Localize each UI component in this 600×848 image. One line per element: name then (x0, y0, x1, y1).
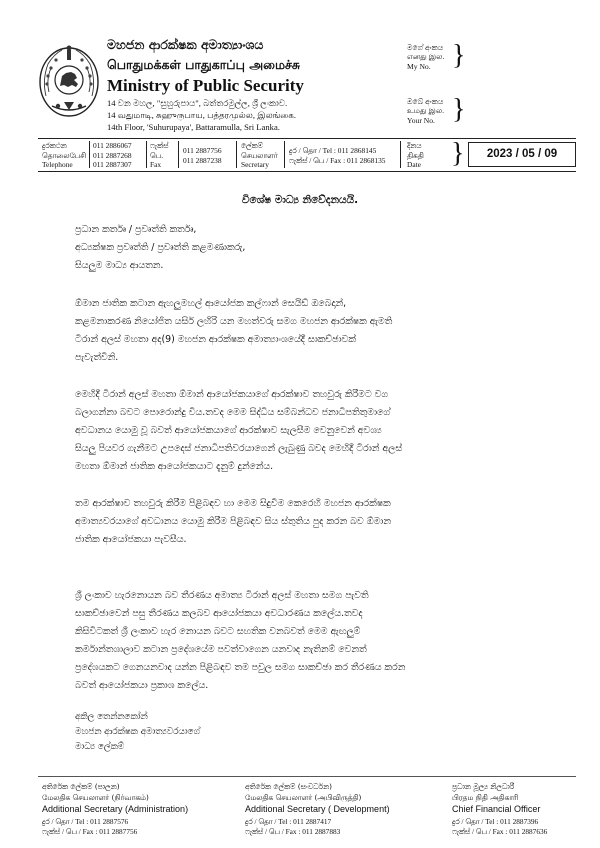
body-line: බවත් ආයෝජකයා ප්‍රකාශ කලේය. (75, 680, 209, 691)
brace-icon: } (452, 40, 466, 71)
body-line: ප්‍රදේශයකට ගෙනයනවාද යන්න පිළිබඳව තම පවුල සමග සාකච්ඡා කර තීරණය කරන (75, 662, 406, 673)
body-line: බලාගන්නා බවට පොරොන්දු විය.තවද මෙම සිද්ධිය සම්බන්ධව ජනාධිපතිතුමාගේ (75, 407, 391, 418)
divider (38, 138, 576, 139)
date-label: දිනය திகதி Date (407, 141, 424, 170)
divider (284, 141, 285, 168)
body-line: පැවැත්විනි. (75, 352, 119, 363)
telephone-numbers: 011 2886067 011 2887268 011 2887307 (93, 141, 132, 170)
ministry-name-sinhala: මහජන ආරක්ෂක අමාත්‍යාංශය (107, 37, 264, 52)
signatory-title: මහජන ආරක්ෂක අමාත්‍යවරයාගේ (75, 727, 200, 737)
body-line: සාකච්ඡාවෙන් පසු තීරණය කලබව ආයෝජකයා අවධාරණය කලේය.තවද (75, 608, 363, 619)
your-number-label: ඔබේ අංකය உமது இல. Your No. (407, 97, 445, 125)
body-line: අවධානය යොමු වූ බවත් ආයෝජකයාගේ ආරක්ෂාව සැලසීම වෙනුවෙන් අවශ්‍ය (75, 425, 382, 436)
address-tamil: 14 வதுமாடி, சுஹுருபாய, பத்தரமுல்ல, இலங்கை. (107, 110, 297, 120)
body-line: අධ්‍යක්ෂක ප්‍රවෘත්ති / ප්‍රවෘත්ති කළමණාකරු, (75, 242, 246, 253)
divider (400, 141, 401, 168)
body-line: අමාත්‍යවරයාගේ අවධානය යොමු කිරීම පිළිබඳව සිය ස්තුතිය පුද කරන බව ඕමාන (75, 516, 391, 527)
brace-icon: } (452, 94, 466, 125)
body-line: තම ආරක්ෂාව තහවුරු කිරීම පිළිබඳව හා මෙම සිදුවීම කෙරෙහි මහජන ආරක්ෂක (75, 498, 391, 509)
fax-numbers: 011 2887756 011 2887238 (183, 146, 222, 165)
body-line: සියලු පියවර ගැනීමට උපදෙස් ජනාධිපතිවරයාගෙන් ලැබුණු බවද මෙහිදී ටිරාන් අලස් (75, 443, 403, 454)
brace-icon: } (451, 138, 465, 169)
ministry-name-english: Ministry of Public Security (107, 76, 304, 95)
fax-label: ෆැක්ස් பெ. Fax (150, 141, 169, 170)
body-line: ශ්‍රී ලංකාව හැරනොයන බව තීරණය අමාත්‍ය ටිරාන් අලස් මහතා සමග පැවති (75, 590, 369, 601)
divider (178, 141, 179, 168)
ministry-name-tamil: பொதுமக்கள் பாதுகாப்பு அமைச்சு (107, 57, 301, 72)
divider (38, 171, 576, 172)
telephone-label: දුරකථන தொலைபேசி Telephone (42, 141, 87, 170)
secretary-contacts: දුර / தொ / Tel : 011 2868145 ෆැක්ස් / பெ / Fax : 011 2868135 (289, 146, 386, 165)
body-line: කර්මාන්තශාලාව කටාන ප්‍රදේශයේම පවත්වාගෙන යනවාද නැතිනම් වෙනත් (75, 644, 367, 655)
body-line: ඕමාන ජාතික කටාන ඇහලුමහල් ආයෝජක කල්ෆාන් සෙයිඩ් ඔබෙදාන්, (75, 298, 347, 309)
body-line: මෙහිදී ටිරාන් අලස් මහතා ඕමාන් ආයෝජකයාගේ ආරක්ෂාව තහවුරු කිරීමට වග (75, 389, 389, 400)
body-line: කිසිවිටකත් ශ්‍රී ලංකාව හැර නොයන බවට සහතික වනබවත් මෙම ඇඟලුම් (75, 626, 361, 637)
page-title: විශේෂ මාධ්‍ය නිවේදනයයි. (241, 194, 359, 206)
footer-admin-contact: අතිරේක ලේකම් (පාලන) மேலதிக செயலாளர் (நிர்வாகம்) Additional Secretary (Administration) දුර / தொ / Tel : 011 2887576 ෆැක්ස් / பெ / Fax : 011 2887756 (42, 782, 189, 837)
body-line: සියලුම මාධ්‍ය ආයතන. (75, 260, 164, 271)
footer-development-contact: අතිරේක ලේකම් (සංවර්ධන) மேலதிக செயலாளர் (அபிவிருத்தி) Additional Secretary ( Development) දුර / தொ / Tel : 011 2887417 ෆැක්ස් / பெ / Fax : 011 2887883 (245, 782, 390, 837)
sri-lanka-emblem-icon (38, 40, 100, 118)
body-line: මහතා ඕමාන් ජාතික ආයෝජකයාට දැනුම් දුන්නේය. (75, 461, 274, 472)
divider (38, 776, 576, 777)
signatory-name: අකිල තෙන්නකෝන් (75, 712, 148, 722)
address-english: 14th Floor, 'Suhurupaya', Battaramulla, Sri Lanka. (107, 122, 280, 132)
date-value: 2023 / 05 / 09 (468, 142, 576, 167)
secretary-label: ලේකම් செயலாளர் Secretary (241, 141, 278, 170)
body-line: ප්‍රධාන කර්තෘ / ප්‍රවෘත්ති කර්තෘ, (75, 224, 197, 235)
body-line: කළමනාකරණ නියෝජිත යසිර් ලහිරි යන මහත්වරු සමග මහජන ආරක්ෂක ඇමති (75, 316, 393, 327)
signatory-title: මාධ්‍ය ලේකම් (75, 742, 125, 752)
divider (146, 141, 147, 168)
divider (89, 141, 90, 168)
footer-finance-contact: ප්‍රධාන මූල්‍ය නිලධාරී பிரதம நிதி அதிகாரி Chief Financial Officer දුර / தொ / Tel : 011 2887396 ෆැක්ස් / பெ / Fax : 011 2887636 (452, 782, 548, 837)
body-line: ජාතික ආයෝජකයා පැවසීය. (75, 534, 187, 545)
my-number-label: මගේ අංකය எனது இல. My No. (407, 43, 445, 71)
address-sinhala: 14 වන මහල, "සුහුරුපාය", බත්තරමුල්ල, ශ්‍රී ලංකාව. (107, 98, 288, 108)
divider (236, 141, 237, 168)
body-line: ටිරාන් අලස් මහතා අද(9) මහජන ආරක්ෂක අමාත්‍යාංශයේදී සාකච්ඡාවක් (75, 334, 356, 345)
